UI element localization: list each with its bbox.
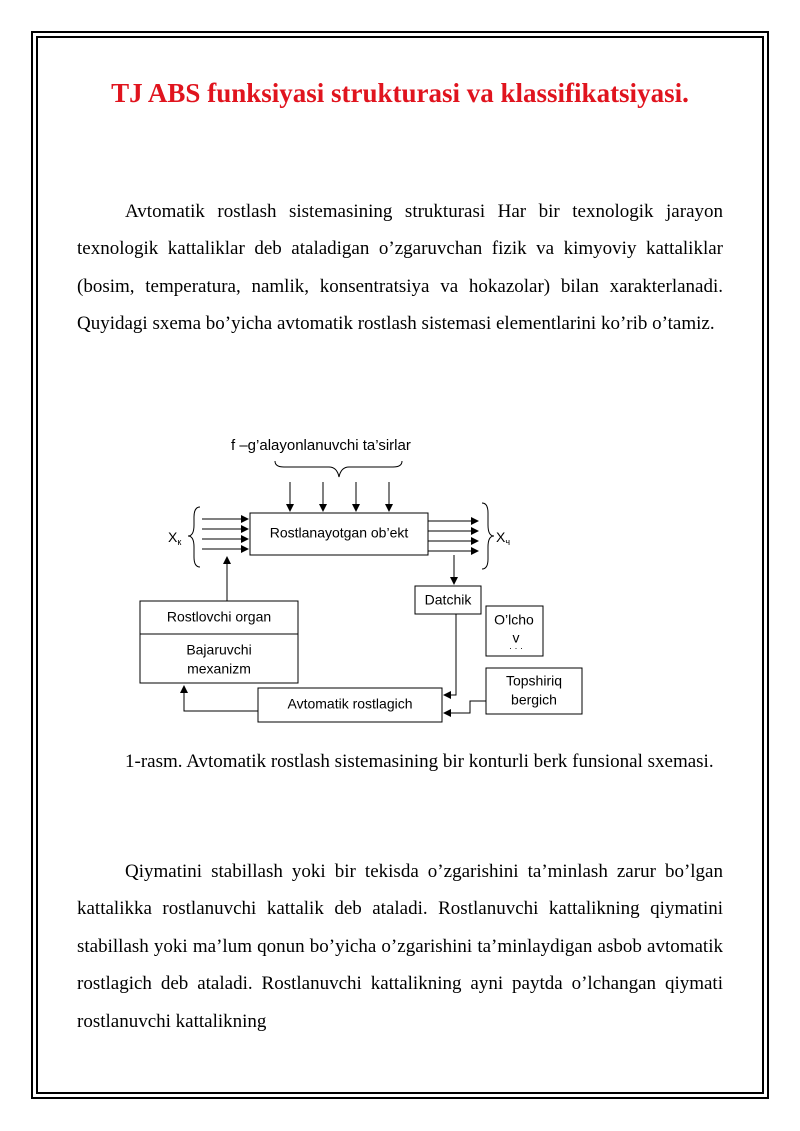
output-brace <box>482 503 494 569</box>
actuator-label-line2: mexanizm <box>187 660 251 677</box>
sensor-to-controller-line <box>444 614 456 695</box>
disturbance-brace <box>275 461 402 477</box>
control-system-diagram <box>130 425 600 725</box>
intro-paragraph: Avtomatik rostlash sistemasining strukturasi Har bir texnologik jarayon texnologik kattaliklar deb ataladigan o’zgaruvchan fizik va kimyoviy kattaliklar (bosim, temperatura, namlik, konsentratsiya va hokazolar) bilan xarakterlanadi. Quyidagi sxema bo’yicha avtomatik rostlash sistemasi elementlarini ko’rib o’tamiz. <box>77 201 723 335</box>
output-label: $X_ч$ <box>496 529 511 547</box>
measuring-label-line1: O’lcho <box>494 611 534 628</box>
setpoint-to-controller-line <box>444 701 486 713</box>
setpoint-label-line1: Topshiriq <box>505 672 563 689</box>
measuring-label-line2: v <box>512 629 520 646</box>
actuator-label-line1: Bajaruvchi <box>186 641 252 658</box>
page-title: TJ ABS funksiyasi strukturasi va klassifikatsiyasi. <box>111 78 689 108</box>
controller-label: Avtomatik rostlagich <box>287 695 413 712</box>
output-arrows <box>428 521 478 551</box>
object-label: Rostlanayotgan ob’ekt <box>269 524 409 541</box>
input-arrows <box>202 519 248 549</box>
input-brace <box>188 507 200 567</box>
organ-label: Rostlovchi organ <box>166 608 272 625</box>
measuring-label-cutoff: · · · <box>509 643 523 653</box>
controller-to-actuator-line <box>184 686 258 711</box>
setpoint-label-line2: bergich <box>511 691 557 708</box>
input-label: $X_к$ <box>168 529 182 547</box>
disturbance-arrows <box>290 482 389 511</box>
disturbance-label: f –g’alayonlanuvchi ta’sirlar <box>231 437 411 454</box>
figure-caption: 1-rasm. Avtomatik rostlash sistemasining bir konturli berk funsional sxemasi. <box>125 751 714 772</box>
sensor-label: Datchik <box>424 591 472 608</box>
body-paragraph: Qiymatini stabillash yoki bir tekisda o’zgarishini ta’minlash zarur bo’lgan kattalikka rostlanuvchi kattalik deb ataladi. Rostlanuvchi kattalikning qiymatini stabillash yoki ma’lum qonun bo’yicha o’zgarishini ta’minlaydigan asbob avtomatik rostlagich deb ataladi. Rostlanuvchi kattalikning ayni paytda o’lchangan qiymati rostlanuvchi kattalikning <box>77 861 723 1032</box>
